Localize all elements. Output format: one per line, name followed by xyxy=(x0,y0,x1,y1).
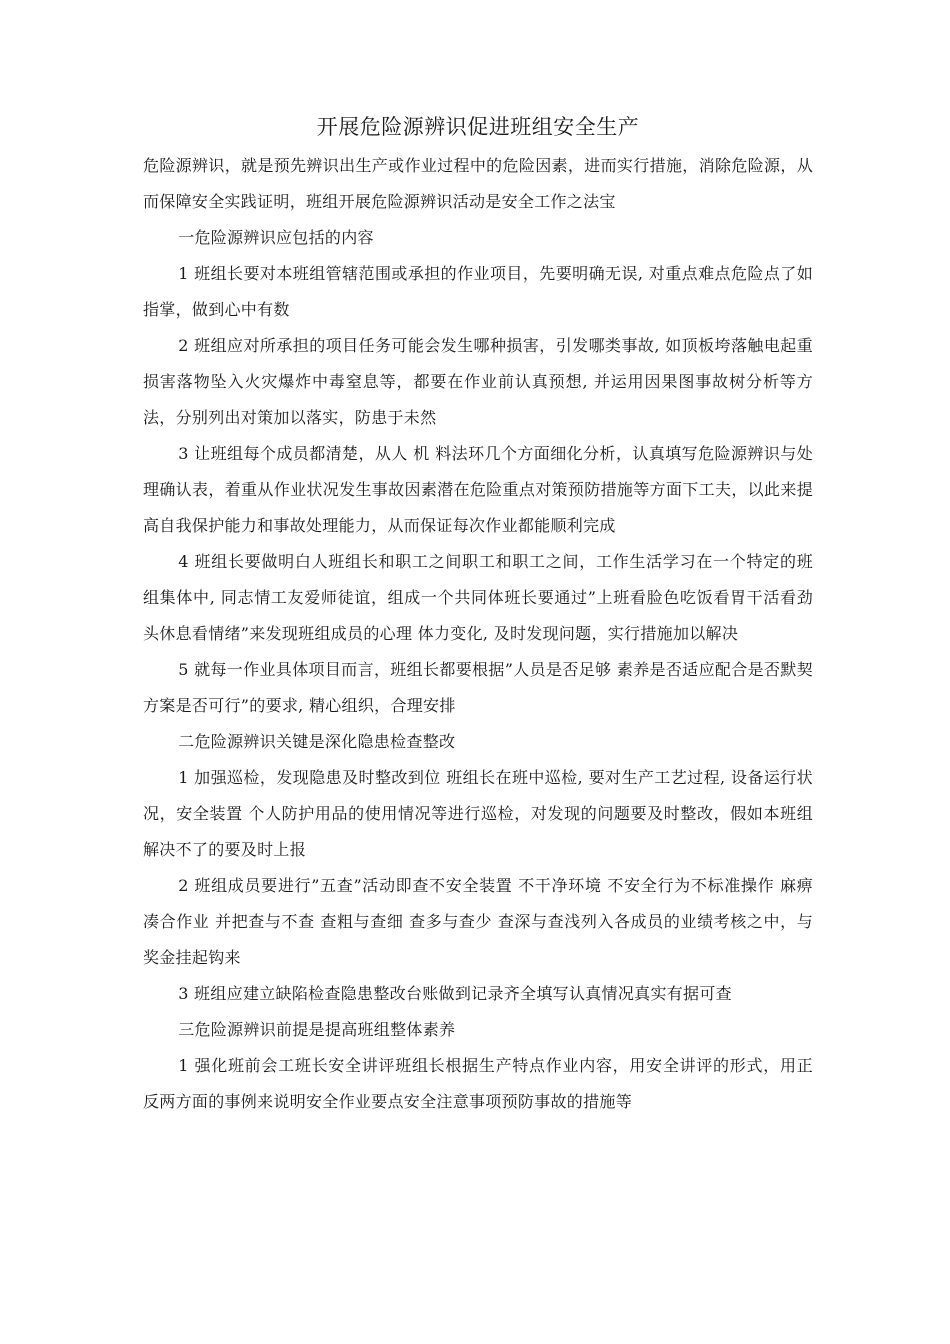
section-2-item-1: 1 加强巡检，发现隐患及时整改到位 班组长在班中巡检, 要对生产工艺过程, 设备运行状况，安全装置 个人防护用品的使用情况等进行巡检，对发现的问题要及时整改，假如本班组解决不了的要及时上报 xyxy=(143,768,813,859)
intro-paragraph: 危险源辨识，就是预先辨识出生产或作业过程中的危险因素，进而实行措施，消除危险源，从而保障安全实践证明，班组开展危险源辨识活动是安全工作之法宝 xyxy=(143,156,813,211)
section-heading-1: 一危险源辨识应包括的内容 xyxy=(178,228,374,247)
section-heading-2: 二危险源辨识关键是深化隐患检查整改 xyxy=(178,732,456,751)
section-3-item-1: 1 强化班前会工班长安全讲评班组长根据生产特点作业内容，用安全讲评的形式，用正反两方面的事例来说明安全作业要点安全注意事项预防事故的措施等 xyxy=(143,1056,813,1111)
document-page xyxy=(143,112,813,1120)
section-1-item-3: 3 让班组每个成员都清楚，从人 机 料法环几个方面细化分析，认真填写危险源辨识与处理确认表，着重从作业状况发生事故因素潜在危险重点对策预防措施等方面下工夫，以此来提高自我保护能力和事故处理能力，从而保证每次作业都能顺利完成 xyxy=(143,444,813,535)
document-title: 开展危险源辨识促进班组安全生产 xyxy=(316,115,640,139)
section-heading-3: 三危险源辨识前提是提高班组整体素养 xyxy=(178,1020,456,1039)
section-1-item-4: 4 班组长要做明白人班组长和职工之间职工和职工之间，工作生活学习在一个特定的班组集体中, 同志情工友爱师徒谊，组成一个共同体班长要通过”上班看脸色吃饭看胃干活看劲头休息看情绪”来发现班组成员的心理 体力变化, 及时发现问题，实行措施加以解决 xyxy=(143,552,813,643)
section-1-item-5: 5 就每一作业具体项目而言，班组长都要根据”人员是否足够 素养是否适应配合是否默契方案是否可行”的要求, 精心组织，合理安排 xyxy=(143,660,813,715)
section-1-item-2: 2 班组应对所承担的项目任务可能会发生哪种损害，引发哪类事故, 如顶板垮落触电起重损害落物坠入火灾爆炸中毒窒息等，都要在作业前认真预想, 并运用因果图事故树分析等方法，分别列出对策加以落实，防患于未然 xyxy=(143,336,813,427)
section-2-item-2: 2 班组成员要进行”五查”活动即查不安全装置 不干净环境 不安全行为不标准操作 麻痹凑合作业 并把查与不查 查粗与查细 查多与查少 查深与查浅列入各成员的业绩考核之中，与奖金挂起钩来 xyxy=(143,876,813,967)
section-2-item-3: 3 班组应建立缺陷检查隐患整改台账做到记录齐全填写认真情况真实有据可查 xyxy=(178,984,732,1003)
section-1-item-1: 1 班组长要对本班组管辖范围或承担的作业项目，先要明确无误, 对重点难点危险点了如指掌，做到心中有数 xyxy=(143,264,813,319)
